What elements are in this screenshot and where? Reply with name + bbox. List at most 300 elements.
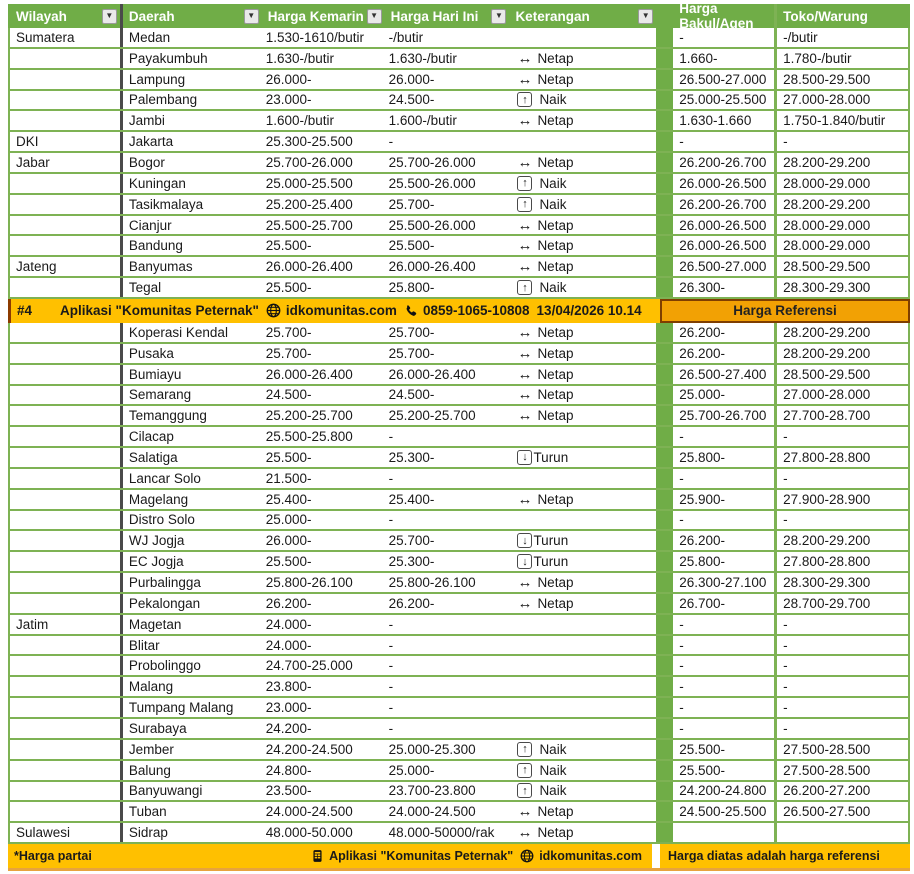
cell-harga-kemarin: 25.500- [265, 238, 312, 254]
cell-wilayah: Jateng [16, 259, 57, 275]
table-row [8, 132, 910, 153]
column-header-wilayah [10, 4, 120, 28]
trend-icon: ↔ [517, 49, 533, 67]
cell-harga-kemarin: 25.500-25.700 [265, 217, 353, 233]
cell-harga-kemarin: 1.530-1610/butir [265, 29, 365, 45]
trend-icon: ↔ [517, 216, 533, 234]
cell-wilayah [10, 782, 120, 801]
separator-band [656, 257, 673, 276]
cell-keterangan [509, 132, 656, 151]
cell-daerah: Temanggung [120, 406, 262, 425]
table-row [8, 91, 910, 112]
separator-band [656, 802, 673, 821]
cell-harga-kemarin: 25.200-25.700 [265, 408, 353, 424]
cell-toko-warung: 28.700-29.700 [774, 594, 908, 613]
cell-toko-warung: 28.200-29.200 [774, 531, 908, 550]
column-header-label: Keterangan [515, 8, 590, 24]
footer-website-link[interactable]: idkomunitas.com [539, 849, 642, 864]
cell-daerah: Koperasi Kendal [120, 323, 262, 342]
cell-keterangan [509, 236, 656, 255]
cell-daerah: EC Jogja [120, 552, 262, 571]
trend-icon: ↔ [517, 112, 533, 130]
trend-icon: ↔ [517, 490, 533, 508]
trend-label: Netap [537, 804, 574, 820]
cell-harga-bakul: 26.200-26.700 [679, 196, 767, 212]
cell-toko-warung: - [774, 132, 908, 151]
trend-icon: ↔ [517, 594, 533, 612]
cell-harga-bakul: 24.200-24.800 [679, 783, 767, 799]
cell-wilayah [10, 323, 120, 342]
cell-wilayah [10, 490, 120, 509]
cell-harga-kemarin: 25.000- [265, 512, 312, 528]
footer-left-section [8, 844, 652, 868]
cell-keterangan [509, 195, 656, 214]
column-header-harga-bakul [673, 1, 774, 31]
chevron-down-icon: ▼ [247, 11, 256, 20]
separator-band [656, 278, 673, 297]
separator-band [656, 656, 673, 675]
table-row [8, 323, 910, 344]
separator-band [656, 111, 673, 130]
trend-label: Netap [537, 575, 574, 591]
cell-daerah: Magelang [120, 490, 262, 509]
cell-harga-kemarin: 23.800- [265, 679, 312, 695]
column-header-label: Harga Bakul/Agen [679, 1, 754, 31]
cell-wilayah [10, 594, 120, 613]
cell-daerah: Blitar [120, 636, 262, 655]
trend-label: Netap [537, 408, 574, 424]
trend-label: Turun [533, 449, 569, 465]
cell-harga-hari-ini: 26.200- [388, 595, 435, 611]
table-row [8, 802, 910, 823]
cell-harga-kemarin: 26.000- [265, 533, 312, 549]
table-header [8, 1, 910, 31]
table-body-top [8, 28, 910, 299]
cell-toko-warung: 27.700-28.700 [774, 406, 908, 425]
cell-wilayah [10, 656, 120, 675]
cell-harga-kemarin: 25.500- [265, 280, 312, 296]
cell-harga-bakul: 25.500- [679, 762, 726, 778]
app-banner [8, 299, 910, 323]
cell-harga-hari-ini: 26.000-26.400 [388, 259, 476, 275]
cell-harga-bakul: - [679, 29, 684, 45]
table-row [8, 427, 910, 448]
cell-wilayah [10, 406, 120, 425]
cell-harga-bakul: 1.660- [679, 50, 718, 66]
rank-badge: #4 [17, 303, 33, 319]
cell-harga-kemarin: 25.500- [265, 449, 312, 465]
cell-daerah: Cilacap [120, 427, 262, 446]
cell-harga-bakul: - [679, 512, 684, 528]
cell-toko-warung: 28.200-29.200 [774, 195, 908, 214]
table-row [8, 236, 910, 257]
cell-harga-bakul: 26.200- [679, 533, 726, 549]
separator-band [656, 698, 673, 717]
table-row [8, 344, 910, 365]
cell-harga-bakul: 25.000- [679, 387, 726, 403]
table-row [8, 49, 910, 70]
globe-icon [266, 303, 281, 318]
cell-wilayah: Sulawesi [16, 825, 71, 841]
cell-keterangan [509, 344, 656, 363]
trend-icon: ↔ [517, 824, 533, 842]
cell-toko-warung: 1.750-1.840/butir [774, 111, 908, 130]
cell-wilayah [10, 195, 120, 214]
cell-daerah: Bogor [120, 153, 262, 172]
cell-daerah: Distro Solo [120, 511, 262, 530]
cell-toko-warung: 27.800-28.800 [774, 552, 908, 571]
trend-icon: ↑ [517, 197, 532, 212]
filter-button-wilayah[interactable] [102, 9, 117, 24]
cell-harga-kemarin: 26.000-26.400 [265, 366, 353, 382]
cell-harga-hari-ini: - [388, 679, 394, 695]
separator-band [656, 323, 673, 342]
cell-harga-bakul: 25.500- [679, 741, 726, 757]
cell-daerah: Palembang [120, 91, 262, 110]
separator-band [656, 216, 673, 235]
table-row [8, 740, 910, 761]
cell-harga-bakul: 26.000-26.500 [679, 217, 767, 233]
table-row [8, 469, 910, 490]
cell-harga-kemarin: 24.000-24.500 [265, 804, 353, 820]
cell-wilayah: Jatim [16, 616, 49, 632]
table-row [8, 823, 910, 844]
filter-button-daerah[interactable] [244, 9, 259, 24]
cell-keterangan [509, 153, 656, 172]
cell-harga-kemarin: 25.200-25.400 [265, 196, 353, 212]
cell-harga-hari-ini: 25.500-26.000 [388, 217, 476, 233]
trend-label: Netap [537, 113, 574, 129]
cell-harga-kemarin: 24.800- [265, 762, 312, 778]
cell-harga-bakul: 26.500-27.400 [679, 366, 767, 382]
cell-daerah: Sidrap [120, 823, 262, 842]
table-row [8, 511, 910, 532]
cell-wilayah: Sumatera [16, 29, 75, 45]
mobile-app-icon [311, 849, 324, 863]
separator-band [656, 132, 673, 151]
cell-harga-hari-ini: - [388, 720, 394, 736]
cell-harga-hari-ini: 1.600-/butir [388, 113, 457, 129]
cell-keterangan [509, 719, 656, 738]
table-row [8, 531, 910, 552]
cell-toko-warung: 28.300-29.300 [774, 278, 908, 297]
table-footer [8, 844, 910, 871]
timestamp: 13/04/2026 10.14 [536, 303, 642, 319]
cell-harga-hari-ini: 25.700-26.000 [388, 154, 476, 170]
cell-harga-hari-ini: 25.700- [388, 533, 435, 549]
separator-band [656, 469, 673, 488]
trend-icon: ↑ [517, 92, 532, 107]
cell-harga-bakul: 25.800- [679, 554, 726, 570]
filter-button-harga-kemarin[interactable] [367, 9, 382, 24]
cell-harga-kemarin: 23.000- [265, 92, 312, 108]
separator-band [656, 427, 673, 446]
trend-icon: ↓ [517, 533, 532, 548]
separator-band [656, 615, 673, 634]
cell-toko-warung: - [774, 719, 908, 738]
phone-icon [404, 304, 418, 318]
table-row [8, 761, 910, 782]
cell-toko-warung: 28.000-29.000 [774, 216, 908, 235]
cell-harga-hari-ini: 25.000-25.300 [388, 741, 476, 757]
cell-harga-hari-ini: 25.800- [388, 280, 435, 296]
trend-icon: ↑ [517, 742, 532, 757]
cell-harga-hari-ini: 25.700- [388, 324, 435, 340]
column-header-toko-warung [774, 4, 908, 28]
cell-toko-warung: 28.200-29.200 [774, 344, 908, 363]
cell-harga-bakul: - [679, 470, 684, 486]
column-header-harga-kemarin [262, 4, 385, 28]
trend-icon: ↔ [517, 365, 533, 383]
cell-toko-warung: 27.000-28.000 [774, 386, 908, 405]
cell-toko-warung: 28.300-29.300 [774, 573, 908, 592]
cell-harga-hari-ini: 24.500- [388, 387, 435, 403]
footer-app-name: Aplikasi "Komunitas Peternak" [329, 849, 514, 864]
chevron-down-icon: ▼ [494, 11, 503, 20]
separator-band [656, 594, 673, 613]
cell-harga-bakul: 26.300-27.100 [679, 575, 767, 591]
cell-keterangan [509, 823, 656, 842]
trend-label: Netap [537, 154, 574, 170]
cell-harga-hari-ini: - [388, 134, 394, 150]
cell-wilayah [10, 469, 120, 488]
table-row [8, 365, 910, 386]
table-row [8, 386, 910, 407]
trend-icon: ↑ [517, 176, 532, 191]
table-row [8, 573, 910, 594]
trend-label: Netap [537, 825, 574, 841]
trend-label: Netap [537, 491, 574, 507]
cell-harga-hari-ini: 25.300- [388, 554, 435, 570]
separator-band [656, 4, 673, 28]
trend-label: Netap [537, 387, 574, 403]
footer-divider [652, 844, 660, 868]
table-row [8, 552, 910, 573]
trend-icon: ↔ [517, 344, 533, 362]
cell-daerah: Lampung [120, 70, 262, 89]
cell-wilayah [10, 698, 120, 717]
cell-harga-kemarin: 24.000- [265, 637, 312, 653]
trend-label: Netap [537, 71, 574, 87]
cell-wilayah [10, 802, 120, 821]
cell-wilayah [10, 448, 120, 467]
cell-wilayah: DKI [16, 134, 39, 150]
cell-keterangan [509, 490, 656, 509]
cell-harga-kemarin: 24.200- [265, 720, 312, 736]
cell-toko-warung: 27.500-28.500 [774, 761, 908, 780]
trend-label: Naik [539, 783, 567, 799]
separator-band [656, 782, 673, 801]
cell-daerah: Balung [120, 761, 262, 780]
trend-icon: ↑ [517, 763, 532, 778]
cell-keterangan [509, 91, 656, 110]
cell-harga-hari-ini: - [388, 637, 394, 653]
cell-toko-warung: - [774, 615, 908, 634]
cell-daerah: WJ Jogja [120, 531, 262, 550]
cell-keterangan [509, 511, 656, 530]
cell-daerah: Tasikmalaya [120, 195, 262, 214]
cell-wilayah: Jabar [16, 154, 50, 170]
cell-harga-hari-ini: - [388, 700, 394, 716]
cell-toko-warung: - [774, 656, 908, 675]
cell-daerah: Surabaya [120, 719, 262, 738]
cell-toko-warung [774, 823, 908, 842]
cell-harga-kemarin: 25.400- [265, 491, 312, 507]
filter-button-harga-hari-ini[interactable] [491, 9, 506, 24]
cell-harga-kemarin: 48.000-50.000 [265, 825, 353, 841]
cell-daerah: Medan [120, 28, 262, 47]
cell-toko-warung: 27.500-28.500 [774, 740, 908, 759]
separator-band [656, 636, 673, 655]
cell-harga-hari-ini: 48.000-50000/rak [388, 825, 495, 841]
cell-harga-hari-ini: - [388, 429, 394, 445]
chevron-down-icon: ▼ [105, 11, 114, 20]
cell-harga-hari-ini: - [388, 658, 394, 674]
cell-harga-hari-ini: - [388, 470, 394, 486]
separator-band [656, 386, 673, 405]
cell-keterangan [509, 448, 656, 467]
separator-band [656, 195, 673, 214]
cell-harga-bakul: 26.500-27.000 [679, 259, 767, 275]
cell-wilayah [10, 70, 120, 89]
app-name: Aplikasi "Komunitas Peternak" [60, 303, 259, 319]
cell-harga-kemarin: 25.700- [265, 345, 312, 361]
cell-wilayah [10, 236, 120, 255]
separator-band [656, 49, 673, 68]
cell-harga-kemarin: 23.500- [265, 783, 312, 799]
cell-harga-hari-ini: -/butir [388, 29, 424, 45]
app-banner-info [11, 299, 660, 323]
cell-keterangan [509, 323, 656, 342]
cell-harga-bakul: 26.200-26.700 [679, 154, 767, 170]
cell-daerah: Banyuwangi [120, 782, 262, 801]
cell-toko-warung: 27.800-28.800 [774, 448, 908, 467]
cell-daerah: Banyumas [120, 257, 262, 276]
trend-icon: ↔ [517, 386, 533, 404]
cell-daerah: Pusaka [120, 344, 262, 363]
cell-toko-warung: 26.200-27.200 [774, 782, 908, 801]
cell-keterangan [509, 28, 656, 47]
cell-wilayah [10, 677, 120, 696]
cell-harga-hari-ini: 25.800-26.100 [388, 575, 476, 591]
price-table [8, 1, 910, 871]
cell-wilayah [10, 216, 120, 235]
cell-harga-kemarin: 25.500- [265, 554, 312, 570]
trend-label: Netap [537, 366, 574, 382]
separator-band [656, 448, 673, 467]
cell-toko-warung: 28.500-29.500 [774, 257, 908, 276]
column-header-label: Daerah [128, 8, 175, 24]
cell-keterangan [509, 802, 656, 821]
column-header-daerah [120, 4, 262, 28]
footer-app-group [311, 849, 642, 863]
cell-keterangan [509, 469, 656, 488]
cell-keterangan [509, 594, 656, 613]
cell-toko-warung: - [774, 427, 908, 446]
trend-icon: ↔ [517, 258, 533, 276]
cell-daerah: Bandung [120, 236, 262, 255]
column-header-label: Wilayah [16, 8, 67, 24]
cell-harga-kemarin: 25.500-25.800 [265, 429, 353, 445]
cell-daerah: Jember [120, 740, 262, 759]
trend-icon: ↔ [517, 323, 533, 341]
cell-harga-bakul [673, 823, 774, 842]
cell-daerah: Magetan [120, 615, 262, 634]
cell-keterangan [509, 216, 656, 235]
cell-wilayah [10, 740, 120, 759]
cell-wilayah [10, 636, 120, 655]
separator-band [656, 740, 673, 759]
cell-harga-kemarin: 24.200-24.500 [265, 741, 353, 757]
trend-icon: ↔ [517, 574, 533, 592]
cell-keterangan [509, 386, 656, 405]
table-row [8, 636, 910, 657]
cell-keterangan [509, 70, 656, 89]
trend-icon: ↓ [517, 450, 532, 465]
cell-toko-warung: 28.200-29.200 [774, 153, 908, 172]
cell-harga-bakul: - [679, 616, 684, 632]
trend-label: Netap [537, 238, 574, 254]
cell-keterangan [509, 427, 656, 446]
table-row [8, 195, 910, 216]
cell-keterangan [509, 406, 656, 425]
cell-toko-warung: 28.000-29.000 [774, 236, 908, 255]
website-link[interactable]: idkomunitas.com [285, 303, 397, 319]
cell-harga-hari-ini: 25.700- [388, 196, 435, 212]
footer-reference-note: Harga diatas adalah harga referensi [660, 844, 910, 868]
filter-button-keterangan[interactable] [638, 9, 653, 24]
cell-wilayah [10, 386, 120, 405]
cell-keterangan [509, 761, 656, 780]
trend-label: Netap [537, 217, 574, 233]
cell-harga-bakul: 25.700-26.700 [679, 408, 767, 424]
column-header-label: Toko/Warung [783, 8, 868, 24]
trend-icon: ↔ [517, 70, 533, 88]
cell-daerah: Payakumbuh [120, 49, 262, 68]
trend-icon: ↓ [517, 554, 532, 569]
cell-harga-kemarin: 23.000- [265, 700, 312, 716]
cell-harga-hari-ini: 25.700- [388, 345, 435, 361]
cell-wilayah [10, 511, 120, 530]
cell-toko-warung: - [774, 469, 908, 488]
trend-label: Naik [539, 762, 567, 778]
separator-band [656, 719, 673, 738]
chevron-down-icon: ▼ [641, 11, 650, 20]
cell-wilayah [10, 531, 120, 550]
separator-band [656, 365, 673, 384]
reference-price-header: Harga Referensi [660, 299, 910, 323]
cell-toko-warung: 27.000-28.000 [774, 91, 908, 110]
cell-keterangan [509, 174, 656, 193]
separator-band [656, 406, 673, 425]
cell-harga-hari-ini: 25.300- [388, 449, 435, 465]
separator-band [656, 511, 673, 530]
cell-harga-bakul: 26.000-26.500 [679, 238, 767, 254]
cell-harga-kemarin: 21.500- [265, 470, 312, 486]
cell-harga-hari-ini: 1.630-/butir [388, 50, 457, 66]
cell-harga-hari-ini: 25.500-26.000 [388, 175, 476, 191]
cell-keterangan [509, 257, 656, 276]
cell-keterangan [509, 49, 656, 68]
trend-icon: ↔ [517, 407, 533, 425]
cell-harga-bakul: 25.900- [679, 491, 726, 507]
cell-keterangan [509, 636, 656, 655]
cell-harga-hari-ini: 23.700-23.800 [388, 783, 476, 799]
cell-daerah: Lancar Solo [120, 469, 262, 488]
cell-harga-kemarin: 25.700-26.000 [265, 154, 353, 170]
trend-icon: ↔ [517, 153, 533, 171]
cell-wilayah [10, 573, 120, 592]
